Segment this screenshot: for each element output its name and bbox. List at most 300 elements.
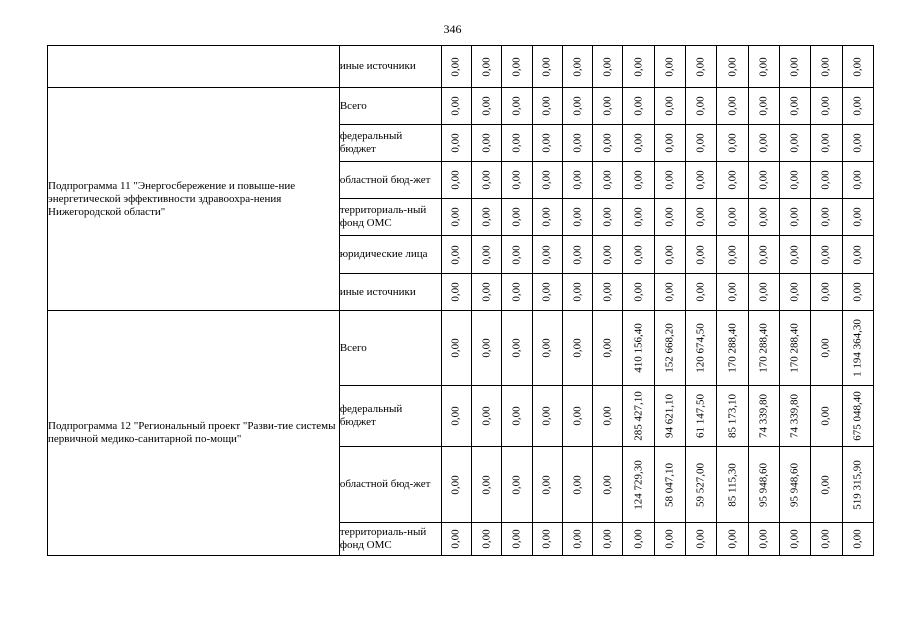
- value-text: 1 194 364,30: [851, 319, 864, 377]
- value-text: 0,00: [510, 207, 523, 227]
- value-cell: [593, 199, 623, 236]
- value-text: 0,00: [571, 406, 584, 426]
- value-cell: [502, 88, 532, 125]
- value-text: 0,00: [510, 56, 523, 77]
- value-text: 0,00: [601, 170, 614, 190]
- value-text: 0,00: [632, 133, 645, 153]
- value-text: 170 288,40: [757, 323, 770, 373]
- value-cell: [502, 125, 532, 162]
- value-cell: [654, 447, 685, 523]
- value-text: 0,00: [726, 282, 739, 302]
- value-cell: [686, 46, 717, 88]
- value-text: 59 527,00: [694, 462, 707, 507]
- value-text: 0,00: [510, 170, 523, 190]
- value-cell: [532, 125, 562, 162]
- value-cell: [717, 523, 748, 556]
- value-text: 0,00: [480, 170, 493, 190]
- value-text: 0,00: [788, 133, 801, 153]
- value-cell: [811, 311, 842, 386]
- value-cell: [717, 46, 748, 88]
- value-cell: [811, 274, 842, 311]
- value-text: 85 115,30: [726, 462, 739, 507]
- value-text: 0,00: [510, 133, 523, 153]
- value-cell: [532, 88, 562, 125]
- value-text: 0,00: [571, 244, 584, 265]
- value-text: 0,00: [449, 474, 462, 495]
- value-text: 0,00: [632, 96, 645, 116]
- value-cell: [686, 125, 717, 162]
- value-text: 0,00: [449, 244, 462, 265]
- value-cell: [593, 88, 623, 125]
- value-text: 85 173,10: [726, 394, 739, 438]
- value-text: 0,00: [510, 529, 523, 549]
- value-text: 0,00: [851, 529, 864, 549]
- value-text: 0,00: [571, 282, 584, 302]
- value-text: 0,00: [540, 406, 553, 426]
- value-cell: [842, 125, 873, 162]
- value-text: 0,00: [788, 282, 801, 302]
- value-cell: [811, 125, 842, 162]
- value-cell: [532, 523, 562, 556]
- value-text: 0,00: [632, 282, 645, 302]
- value-cell: [779, 523, 810, 556]
- value-cell: [654, 274, 685, 311]
- value-cell: [441, 125, 471, 162]
- value-text: 0,00: [851, 244, 864, 265]
- value-text: 94 621,10: [663, 394, 676, 438]
- funding-source: Всего: [339, 88, 441, 125]
- value-cell: [532, 236, 562, 274]
- value-cell: [623, 46, 654, 88]
- value-text: 0,00: [819, 338, 832, 358]
- value-text: 0,00: [632, 56, 645, 77]
- value-text: 0,00: [851, 170, 864, 190]
- value-text: 0,00: [757, 96, 770, 116]
- value-text: 0,00: [571, 133, 584, 153]
- value-cell: [502, 311, 532, 386]
- value-cell: [623, 125, 654, 162]
- value-cell: [811, 523, 842, 556]
- value-cell: [779, 311, 810, 386]
- value-cell: [562, 162, 592, 199]
- value-cell: [654, 236, 685, 274]
- value-cell: [593, 236, 623, 274]
- value-text: 58 047,10: [663, 462, 676, 507]
- value-cell: [811, 386, 842, 447]
- value-text: 0,00: [757, 56, 770, 77]
- value-cell: [748, 311, 779, 386]
- budget-table: [47, 45, 874, 556]
- value-cell: [748, 46, 779, 88]
- value-text: 61 147,50: [694, 394, 707, 438]
- value-text: 0,00: [819, 244, 832, 265]
- value-text: 95 948,60: [788, 462, 801, 507]
- page-number: 346: [443, 22, 462, 36]
- value-cell: [654, 46, 685, 88]
- program-name: Подпрограмма 12 "Региональный проект "Разви-тие системы первичной медико-санитарной по-мощи": [48, 311, 340, 556]
- value-cell: [532, 386, 562, 447]
- value-cell: [502, 386, 532, 447]
- value-cell: [686, 523, 717, 556]
- value-text: 0,00: [571, 338, 584, 358]
- value-text: 0,00: [726, 56, 739, 77]
- value-cell: [654, 199, 685, 236]
- value-cell: [623, 199, 654, 236]
- value-cell: [748, 447, 779, 523]
- value-text: 0,00: [694, 56, 707, 77]
- value-text: 0,00: [449, 338, 462, 358]
- value-text: 0,00: [571, 529, 584, 549]
- value-cell: [811, 199, 842, 236]
- value-text: 95 948,60: [757, 462, 770, 507]
- value-cell: [472, 274, 502, 311]
- value-cell: [748, 236, 779, 274]
- value-text: 675 048,40: [851, 391, 864, 441]
- value-text: 152 668,20: [663, 323, 676, 373]
- value-cell: [532, 162, 562, 199]
- value-text: 0,00: [601, 529, 614, 549]
- value-cell: [472, 447, 502, 523]
- value-cell: [748, 88, 779, 125]
- value-text: 0,00: [632, 244, 645, 265]
- value-text: 0,00: [694, 133, 707, 153]
- value-text: 0,00: [571, 207, 584, 227]
- value-cell: [532, 199, 562, 236]
- value-cell: [623, 162, 654, 199]
- value-cell: [717, 125, 748, 162]
- value-text: 0,00: [480, 133, 493, 153]
- value-cell: [686, 162, 717, 199]
- value-text: 120 674,50: [694, 323, 707, 373]
- value-cell: [441, 46, 471, 88]
- value-cell: [441, 236, 471, 274]
- value-text: 0,00: [601, 338, 614, 358]
- value-text: 0,00: [540, 244, 553, 265]
- value-cell: [472, 88, 502, 125]
- value-cell: [748, 125, 779, 162]
- value-cell: [593, 311, 623, 386]
- value-cell: [717, 311, 748, 386]
- funding-source: Всего: [339, 311, 441, 386]
- value-cell: [502, 274, 532, 311]
- value-cell: [748, 523, 779, 556]
- value-text: 0,00: [449, 529, 462, 549]
- value-text: 0,00: [601, 244, 614, 265]
- value-text: 0,00: [663, 244, 676, 265]
- value-cell: [562, 199, 592, 236]
- value-cell: [748, 386, 779, 447]
- funding-source: федеральный бюджет: [339, 386, 441, 447]
- value-text: 0,00: [449, 56, 462, 77]
- value-text: 0,00: [851, 56, 864, 77]
- value-cell: [842, 236, 873, 274]
- value-cell: [811, 162, 842, 199]
- funding-source: территориаль-ный фонд ОМС: [339, 199, 441, 236]
- value-text: 0,00: [851, 96, 864, 116]
- value-text: 170 288,40: [726, 323, 739, 373]
- value-text: 0,00: [632, 170, 645, 190]
- value-text: 170 288,40: [788, 323, 801, 373]
- value-cell: [623, 386, 654, 447]
- value-text: 0,00: [540, 96, 553, 116]
- value-cell: [502, 199, 532, 236]
- value-cell: [717, 274, 748, 311]
- value-text: 0,00: [449, 282, 462, 302]
- value-cell: [532, 274, 562, 311]
- value-cell: [811, 88, 842, 125]
- value-text: 0,00: [757, 207, 770, 227]
- value-cell: [472, 311, 502, 386]
- value-cell: [779, 236, 810, 274]
- value-text: 519 315,90: [851, 459, 864, 510]
- value-text: 0,00: [449, 96, 462, 116]
- value-cell: [562, 125, 592, 162]
- value-text: 0,00: [819, 406, 832, 426]
- value-cell: [623, 447, 654, 523]
- value-cell: [502, 523, 532, 556]
- funding-source: иные источники: [339, 46, 441, 88]
- value-text: 0,00: [663, 282, 676, 302]
- value-text: 0,00: [449, 170, 462, 190]
- value-cell: [472, 523, 502, 556]
- value-text: 0,00: [449, 133, 462, 153]
- value-text: 0,00: [571, 96, 584, 116]
- value-cell: [748, 274, 779, 311]
- value-text: 0,00: [694, 529, 707, 549]
- value-cell: [472, 125, 502, 162]
- value-text: 0,00: [757, 170, 770, 190]
- value-cell: [623, 311, 654, 386]
- value-cell: [654, 311, 685, 386]
- value-text: 0,00: [571, 56, 584, 77]
- funding-source: федеральный бюджет: [339, 125, 441, 162]
- value-cell: [654, 523, 685, 556]
- value-text: 0,00: [819, 96, 832, 116]
- value-text: 0,00: [540, 170, 553, 190]
- value-cell: [686, 311, 717, 386]
- value-cell: [842, 46, 873, 88]
- value-text: 0,00: [851, 207, 864, 227]
- table-row: [48, 88, 874, 125]
- value-cell: [441, 162, 471, 199]
- value-text: 0,00: [480, 406, 493, 426]
- value-cell: [686, 447, 717, 523]
- value-text: 0,00: [480, 244, 493, 265]
- value-text: 0,00: [601, 133, 614, 153]
- value-text: 0,00: [726, 244, 739, 265]
- value-cell: [748, 199, 779, 236]
- value-text: 0,00: [788, 170, 801, 190]
- value-text: 0,00: [540, 56, 553, 77]
- program-name: Подпрограмма 11 "Энергосбережение и повыше-ние энергетической эффективности здравоохра-нения Нижегородской области": [48, 88, 340, 311]
- value-cell: [593, 447, 623, 523]
- value-text: 0,00: [726, 170, 739, 190]
- value-cell: [654, 88, 685, 125]
- table-row: [48, 311, 874, 386]
- value-text: 0,00: [819, 170, 832, 190]
- value-text: 0,00: [851, 133, 864, 153]
- value-cell: [532, 447, 562, 523]
- value-text: 0,00: [601, 96, 614, 116]
- value-text: 124 729,30: [632, 459, 645, 510]
- value-cell: [441, 311, 471, 386]
- value-cell: [842, 523, 873, 556]
- value-text: 0,00: [694, 244, 707, 265]
- value-text: 0,00: [757, 529, 770, 549]
- value-cell: [717, 162, 748, 199]
- value-cell: [717, 236, 748, 274]
- value-text: 0,00: [819, 133, 832, 153]
- table-row: [48, 46, 874, 88]
- value-cell: [842, 274, 873, 311]
- funding-source: территориаль-ный фонд ОМС: [339, 523, 441, 556]
- value-text: 0,00: [663, 56, 676, 77]
- value-text: 0,00: [694, 207, 707, 227]
- value-cell: [717, 447, 748, 523]
- value-cell: [623, 523, 654, 556]
- value-cell: [842, 311, 873, 386]
- funding-source: юридические лица: [339, 236, 441, 274]
- value-text: 0,00: [601, 282, 614, 302]
- value-text: 0,00: [819, 207, 832, 227]
- value-text: 0,00: [757, 244, 770, 265]
- value-text: 0,00: [480, 56, 493, 77]
- value-cell: [842, 199, 873, 236]
- value-cell: [717, 199, 748, 236]
- value-text: 0,00: [726, 96, 739, 116]
- value-cell: [441, 199, 471, 236]
- value-cell: [532, 46, 562, 88]
- table-body: [48, 46, 874, 556]
- value-cell: [472, 162, 502, 199]
- value-cell: [502, 162, 532, 199]
- value-text: 74 339,80: [788, 394, 801, 438]
- value-text: 0,00: [449, 406, 462, 426]
- value-cell: [779, 46, 810, 88]
- value-cell: [686, 236, 717, 274]
- value-cell: [562, 311, 592, 386]
- value-text: 0,00: [663, 207, 676, 227]
- value-text: 0,00: [757, 282, 770, 302]
- value-text: 0,00: [663, 170, 676, 190]
- value-text: 0,00: [788, 529, 801, 549]
- value-text: 0,00: [571, 170, 584, 190]
- value-cell: [623, 236, 654, 274]
- value-text: 0,00: [694, 96, 707, 116]
- value-cell: [686, 199, 717, 236]
- value-text: 0,00: [510, 244, 523, 265]
- value-cell: [593, 46, 623, 88]
- value-cell: [593, 386, 623, 447]
- value-cell: [532, 311, 562, 386]
- value-text: 0,00: [788, 96, 801, 116]
- value-text: 0,00: [510, 474, 523, 495]
- value-cell: [562, 88, 592, 125]
- value-cell: [779, 274, 810, 311]
- value-cell: [811, 236, 842, 274]
- value-text: 410 156,40: [632, 323, 645, 373]
- value-text: 0,00: [601, 56, 614, 77]
- value-cell: [779, 199, 810, 236]
- value-text: 0,00: [788, 207, 801, 227]
- value-cell: [623, 274, 654, 311]
- value-text: 0,00: [571, 474, 584, 495]
- value-cell: [779, 386, 810, 447]
- value-text: 0,00: [510, 96, 523, 116]
- value-text: 0,00: [788, 56, 801, 77]
- value-text: 0,00: [632, 529, 645, 549]
- value-cell: [654, 125, 685, 162]
- value-text: 0,00: [540, 207, 553, 227]
- value-cell: [811, 447, 842, 523]
- value-text: 0,00: [726, 133, 739, 153]
- value-cell: [811, 46, 842, 88]
- value-text: 0,00: [449, 207, 462, 227]
- value-text: 0,00: [510, 406, 523, 426]
- value-text: 0,00: [819, 56, 832, 77]
- value-cell: [748, 162, 779, 199]
- value-cell: [593, 274, 623, 311]
- value-cell: [562, 523, 592, 556]
- value-cell: [593, 125, 623, 162]
- value-text: 0,00: [601, 406, 614, 426]
- value-text: 74 339,80: [757, 394, 770, 438]
- value-text: 0,00: [663, 133, 676, 153]
- value-text: 0,00: [480, 529, 493, 549]
- value-text: 0,00: [480, 338, 493, 358]
- value-cell: [842, 386, 873, 447]
- value-cell: [779, 88, 810, 125]
- value-cell: [562, 46, 592, 88]
- program-cell-empty: [48, 46, 340, 88]
- value-text: 0,00: [601, 207, 614, 227]
- value-text: 0,00: [540, 474, 553, 495]
- value-text: 0,00: [480, 474, 493, 495]
- value-cell: [842, 162, 873, 199]
- value-cell: [779, 447, 810, 523]
- value-cell: [441, 386, 471, 447]
- value-text: 0,00: [510, 282, 523, 302]
- value-cell: [472, 236, 502, 274]
- value-text: 0,00: [663, 529, 676, 549]
- value-text: 0,00: [663, 96, 676, 116]
- value-cell: [441, 523, 471, 556]
- value-text: 0,00: [819, 282, 832, 302]
- value-text: 0,00: [480, 207, 493, 227]
- value-text: 0,00: [694, 170, 707, 190]
- funding-source: иные источники: [339, 274, 441, 311]
- value-cell: [472, 386, 502, 447]
- value-cell: [593, 523, 623, 556]
- value-text: 0,00: [540, 282, 553, 302]
- value-cell: [686, 88, 717, 125]
- value-cell: [686, 274, 717, 311]
- value-text: 0,00: [510, 338, 523, 358]
- value-text: 0,00: [480, 282, 493, 302]
- value-cell: [562, 386, 592, 447]
- value-text: 0,00: [601, 474, 614, 495]
- value-cell: [779, 162, 810, 199]
- value-text: 0,00: [726, 207, 739, 227]
- value-cell: [441, 447, 471, 523]
- value-cell: [717, 386, 748, 447]
- value-text: 0,00: [788, 244, 801, 265]
- value-text: 0,00: [757, 133, 770, 153]
- value-cell: [779, 125, 810, 162]
- value-cell: [842, 88, 873, 125]
- value-text: 0,00: [540, 133, 553, 153]
- value-text: 0,00: [819, 474, 832, 495]
